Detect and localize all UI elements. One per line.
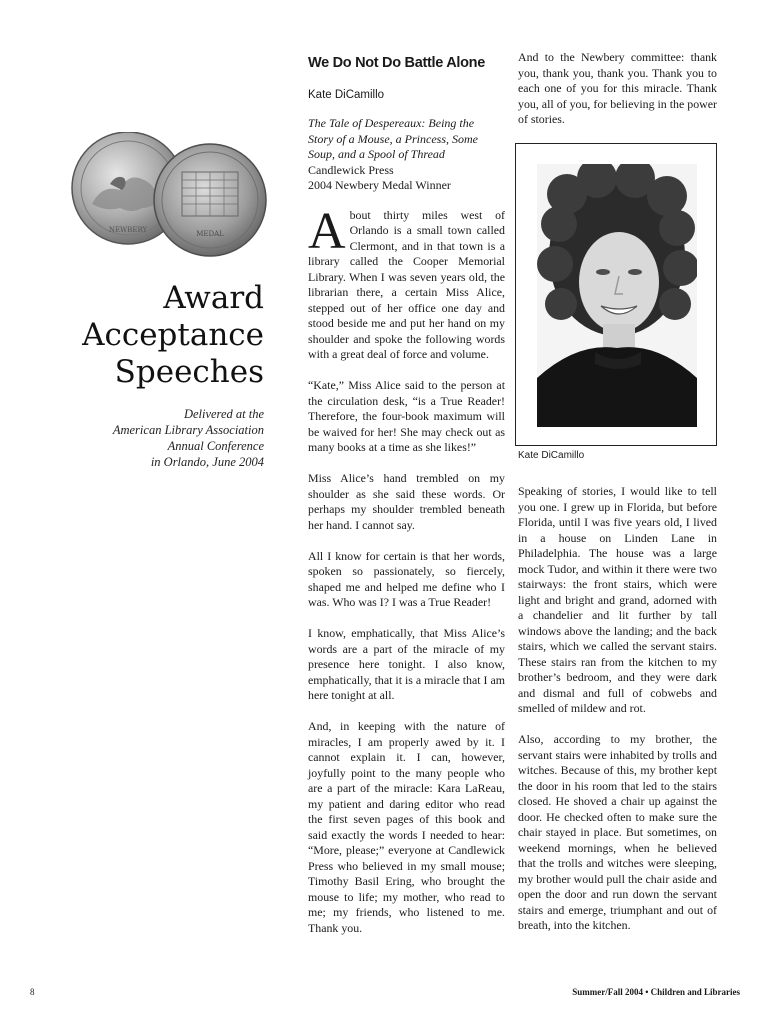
delivered-line: American Library Association — [112, 423, 264, 437]
article-title: We Do Not Do Battle Alone — [308, 55, 485, 71]
section-title-line: Award — [163, 280, 264, 316]
section-title — [24, 280, 264, 391]
running-footer: Summer/Fall 2004 • Children and Libraries — [572, 987, 740, 997]
delivered-line: Annual Conference — [167, 439, 264, 453]
photo-caption: Kate DiCamillo — [518, 450, 585, 461]
article-column-right-top — [518, 50, 717, 143]
medal-right-inscription: MEDAL — [196, 230, 224, 238]
paragraph: Miss Alice’s hand trembled on my shoulder as she said these words. Or perhaps my shoulder trembled beneath her hand. I cannot say. — [308, 471, 505, 532]
paragraph: And, in keeping with the nature of miracles, I am properly awed by it. I cannot explain it. I can, however, joyfully point to the many people who are a part of the miracle: Kara LaReau, my patient and daring editor who read the first seven pages of this book and said exactly the words I needed to hear: “More, please;” everyone at Candlewick Press who believed in my small mouse; Timothy Basil Ering, who brought the mouse to life; my mother, who read to me; my friends, who listened to me. Thank you. — [308, 719, 505, 935]
paragraph — [308, 202, 505, 363]
article-column-middle — [308, 54, 505, 952]
delivered-line: Delivered at the — [183, 407, 264, 421]
book-title-line: The Tale of Despereaux: Being the — [308, 116, 475, 130]
section-title-line: Speeches — [114, 354, 264, 390]
delivered-note — [24, 406, 264, 470]
newbery-medals-image — [70, 132, 270, 262]
article-author: Kate DiCamillo — [308, 89, 385, 101]
author-photo — [515, 143, 717, 446]
paragraph: Also, according to my brother, the servant stairs were inhabited by trolls and witches. Because of this, my brother kept the door in his room that led to the stairs closed. He shoved a chair up against the door. He checked often to make sure the chair stayed in place. But sometimes, on weekend mornings, when he believed that the trolls and witches were sleeping, my brother would pull the chair aside and open the door and run down the servant stairs and emerge, triumphant and out of breath, into the kitchen. — [518, 732, 717, 932]
paragraph: Speaking of stories, I would like to tell you one. I grew up in Florida, but before Florida, until I was five years old, I lived in a house on Linden Lane in Philadelphia. The house was a large mock Tudor, and within it there were two stairways: the front stairs, which were light and bright and grand, adorned with a chandelier and lit further by tall windows above the landing; and the back stairs, which we called the servant stairs. These stairs ran from the kitchen to my brother’s bedroom, and they were dark and dismal and full of cobwebs and smelled of mildew and rot. — [518, 484, 717, 715]
paragraph: All I know for certain is that her words, spoken so passionately, so fiercely, shaped me and helped me define who I was. Who was I? I was a True Reader! — [308, 548, 505, 610]
paragraph: And to the Newbery committee: thank you, thank you, thank you. Thank you to each one of you for this miracle. Thank you, all of you, for believing in the power of stories. — [518, 50, 717, 126]
drop-cap: A — [308, 202, 346, 260]
author-photo-image — [537, 164, 697, 427]
book-title-line: Story of a Mouse, a Princess, Some — [308, 131, 478, 146]
paragraph: “Kate,” Miss Alice said to the person at the circulation desk, “is a True Reader! Therefore, the four-book maximum will be waived for her! She may check out as many books at a time as she likes!” — [308, 378, 505, 455]
page-number: 8 — [30, 987, 35, 997]
medal-left-inscription: NEWBERY — [108, 226, 148, 234]
section-title-line: Acceptance — [82, 317, 264, 353]
delivered-line: in Orlando, June 2004 — [150, 455, 264, 469]
award-line: 2004 Newbery Medal Winner — [308, 178, 451, 193]
book-info — [308, 116, 505, 194]
book-title-line: Soup, and a Spool of Thread — [308, 147, 445, 162]
publisher: Candlewick Press — [308, 162, 394, 177]
paragraph: I know, emphatically, that Miss Alice’s words are a part of the miracle of my presence here tonight. I also know, emphatically, that it is a miracle that I am here tonight at all. — [308, 626, 506, 703]
article-column-right-bottom — [518, 484, 717, 949]
paragraph-text: bout thirty miles west of Orlando is a small town called Clermont, and in that town is a library called the Cooper Memorial Library. When I was seven years old, the librarian there, a certain Miss Alice, stepped out of her office one day and stood beside me and put her hand on my shoulder and spoke the following words with a great deal of force and volume. — [308, 207, 505, 362]
